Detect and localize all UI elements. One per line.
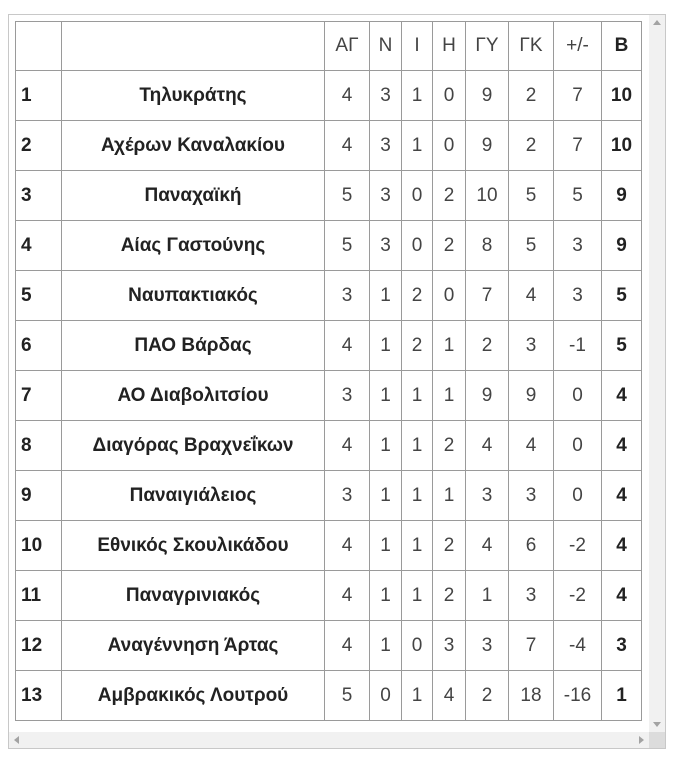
draws-cell: 1: [402, 421, 433, 471]
goals-against-cell: 7: [509, 621, 554, 671]
losses-cell: 2: [433, 421, 466, 471]
points-cell: 4: [602, 521, 642, 571]
position-cell: 5: [16, 271, 62, 321]
goals-against-cell: 6: [509, 521, 554, 571]
header-goals-against: ΓΚ: [509, 22, 554, 71]
goals-against-cell: 2: [509, 121, 554, 171]
goals-against-cell: 5: [509, 171, 554, 221]
table-row: [16, 271, 642, 321]
played-cell: 4: [325, 121, 370, 171]
table-row: [16, 171, 642, 221]
goal-diff-cell: 7: [554, 121, 602, 171]
team-name-cell: Παναιγιάλειος: [62, 471, 325, 521]
points-cell: 10: [602, 71, 642, 121]
played-cell: 3: [325, 271, 370, 321]
goals-for-cell: 9: [466, 371, 509, 421]
points-cell: 4: [602, 571, 642, 621]
draws-cell: 1: [402, 121, 433, 171]
goal-diff-cell: -2: [554, 571, 602, 621]
wins-cell: 1: [370, 621, 402, 671]
played-cell: 4: [325, 421, 370, 471]
played-cell: 5: [325, 171, 370, 221]
team-name-cell: Τηλυκράτης: [62, 71, 325, 121]
scrollbar-corner: [649, 732, 665, 748]
points-cell: 5: [602, 321, 642, 371]
header-played: ΑΓ: [325, 22, 370, 71]
wins-cell: 3: [370, 71, 402, 121]
played-cell: 5: [325, 671, 370, 721]
played-cell: 3: [325, 371, 370, 421]
team-name-cell: Εθνικός Σκουλικάδου: [62, 521, 325, 571]
losses-cell: 1: [433, 321, 466, 371]
wins-cell: 0: [370, 671, 402, 721]
team-name-cell: ΑΟ Διαβολιτσίου: [62, 371, 325, 421]
standings-table: [15, 21, 642, 721]
losses-cell: 2: [433, 571, 466, 621]
table-viewport[interactable]: [9, 15, 649, 732]
header-wins: Ν: [370, 22, 402, 71]
goals-for-cell: 9: [466, 121, 509, 171]
position-cell: 1: [16, 71, 62, 121]
header-losses: Η: [433, 22, 466, 71]
team-name-cell: Αμβρακικός Λουτρού: [62, 671, 325, 721]
team-name-cell: Παναχαϊκή: [62, 171, 325, 221]
table-row: [16, 221, 642, 271]
losses-cell: 0: [433, 121, 466, 171]
goals-against-cell: 2: [509, 71, 554, 121]
losses-cell: 0: [433, 71, 466, 121]
position-cell: 8: [16, 421, 62, 471]
goals-against-cell: 5: [509, 221, 554, 271]
table-row: [16, 421, 642, 471]
horizontal-scrollbar[interactable]: [9, 732, 649, 748]
goals-for-cell: 2: [466, 321, 509, 371]
table-row: [16, 371, 642, 421]
table-row: [16, 321, 642, 371]
draws-cell: 2: [402, 321, 433, 371]
played-cell: 4: [325, 71, 370, 121]
header-goal-diff: +/-: [554, 22, 602, 71]
goals-against-cell: 4: [509, 271, 554, 321]
table-row: [16, 671, 642, 721]
team-name-cell: Διαγόρας Βραχνεΐκων: [62, 421, 325, 471]
table-row: [16, 121, 642, 171]
table-row: [16, 71, 642, 121]
goals-against-cell: 18: [509, 671, 554, 721]
wins-cell: 1: [370, 521, 402, 571]
goal-diff-cell: 3: [554, 271, 602, 321]
table-row: [16, 621, 642, 671]
position-cell: 12: [16, 621, 62, 671]
goals-for-cell: 4: [466, 421, 509, 471]
played-cell: 4: [325, 621, 370, 671]
losses-cell: 0: [433, 271, 466, 321]
header-blank-team: [62, 22, 325, 71]
position-cell: 9: [16, 471, 62, 521]
draws-cell: 1: [402, 571, 433, 621]
goal-diff-cell: -2: [554, 521, 602, 571]
points-cell: 9: [602, 171, 642, 221]
goal-diff-cell: -16: [554, 671, 602, 721]
table-body: [16, 71, 642, 721]
goal-diff-cell: 0: [554, 371, 602, 421]
played-cell: 4: [325, 321, 370, 371]
draws-cell: 1: [402, 471, 433, 521]
team-name-cell: Παναγρινιακός: [62, 571, 325, 621]
wins-cell: 3: [370, 171, 402, 221]
header-goals-for: ΓΥ: [466, 22, 509, 71]
goal-diff-cell: 0: [554, 421, 602, 471]
goal-diff-cell: 3: [554, 221, 602, 271]
wins-cell: 3: [370, 221, 402, 271]
wins-cell: 1: [370, 571, 402, 621]
played-cell: 4: [325, 521, 370, 571]
position-cell: 7: [16, 371, 62, 421]
points-cell: 4: [602, 371, 642, 421]
goals-for-cell: 7: [466, 271, 509, 321]
losses-cell: 1: [433, 471, 466, 521]
goal-diff-cell: -1: [554, 321, 602, 371]
goals-against-cell: 3: [509, 321, 554, 371]
goal-diff-cell: 7: [554, 71, 602, 121]
goals-for-cell: 8: [466, 221, 509, 271]
draws-cell: 0: [402, 171, 433, 221]
header-points: Β: [602, 22, 642, 71]
goals-for-cell: 3: [466, 621, 509, 671]
losses-cell: 1: [433, 371, 466, 421]
team-name-cell: ΠΑΟ Βάρδας: [62, 321, 325, 371]
goals-for-cell: 4: [466, 521, 509, 571]
scroll-right-arrow-icon[interactable]: [639, 736, 644, 744]
points-cell: 10: [602, 121, 642, 171]
vertical-scrollbar[interactable]: [649, 15, 665, 732]
table-header-row: [16, 22, 642, 71]
draws-cell: 1: [402, 71, 433, 121]
goal-diff-cell: 0: [554, 471, 602, 521]
scroll-down-arrow-icon[interactable]: [653, 722, 661, 727]
team-name-cell: Αίας Γαστούνης: [62, 221, 325, 271]
played-cell: 3: [325, 471, 370, 521]
goals-for-cell: 3: [466, 471, 509, 521]
goals-for-cell: 1: [466, 571, 509, 621]
goals-for-cell: 10: [466, 171, 509, 221]
position-cell: 4: [16, 221, 62, 271]
draws-cell: 1: [402, 371, 433, 421]
losses-cell: 2: [433, 521, 466, 571]
team-name-cell: Ναυπακτιακός: [62, 271, 325, 321]
wins-cell: 1: [370, 371, 402, 421]
losses-cell: 2: [433, 221, 466, 271]
position-cell: 10: [16, 521, 62, 571]
goals-against-cell: 9: [509, 371, 554, 421]
table-row: [16, 471, 642, 521]
losses-cell: 2: [433, 171, 466, 221]
points-cell: 5: [602, 271, 642, 321]
position-cell: 2: [16, 121, 62, 171]
table-row: [16, 571, 642, 621]
wins-cell: 1: [370, 421, 402, 471]
points-cell: 1: [602, 671, 642, 721]
position-cell: 11: [16, 571, 62, 621]
goals-against-cell: 3: [509, 571, 554, 621]
scroll-up-arrow-icon[interactable]: [653, 20, 661, 25]
losses-cell: 4: [433, 671, 466, 721]
points-cell: 4: [602, 471, 642, 521]
draws-cell: 2: [402, 271, 433, 321]
wins-cell: 1: [370, 471, 402, 521]
goals-against-cell: 4: [509, 421, 554, 471]
points-cell: 9: [602, 221, 642, 271]
goals-for-cell: 9: [466, 71, 509, 121]
position-cell: 13: [16, 671, 62, 721]
points-cell: 3: [602, 621, 642, 671]
played-cell: 4: [325, 571, 370, 621]
draws-cell: 1: [402, 671, 433, 721]
goal-diff-cell: -4: [554, 621, 602, 671]
draws-cell: 1: [402, 521, 433, 571]
header-draws: Ι: [402, 22, 433, 71]
wins-cell: 3: [370, 121, 402, 171]
scroll-left-arrow-icon[interactable]: [14, 736, 19, 744]
draws-cell: 0: [402, 621, 433, 671]
team-name-cell: Αναγέννηση Άρτας: [62, 621, 325, 671]
goals-for-cell: 2: [466, 671, 509, 721]
goals-against-cell: 3: [509, 471, 554, 521]
table-row: [16, 521, 642, 571]
points-cell: 4: [602, 421, 642, 471]
team-name-cell: Αχέρων Καναλακίου: [62, 121, 325, 171]
goal-diff-cell: 5: [554, 171, 602, 221]
played-cell: 5: [325, 221, 370, 271]
position-cell: 3: [16, 171, 62, 221]
header-blank-position: [16, 22, 62, 71]
standings-widget: [8, 14, 666, 749]
wins-cell: 1: [370, 271, 402, 321]
losses-cell: 3: [433, 621, 466, 671]
draws-cell: 0: [402, 221, 433, 271]
wins-cell: 1: [370, 321, 402, 371]
position-cell: 6: [16, 321, 62, 371]
